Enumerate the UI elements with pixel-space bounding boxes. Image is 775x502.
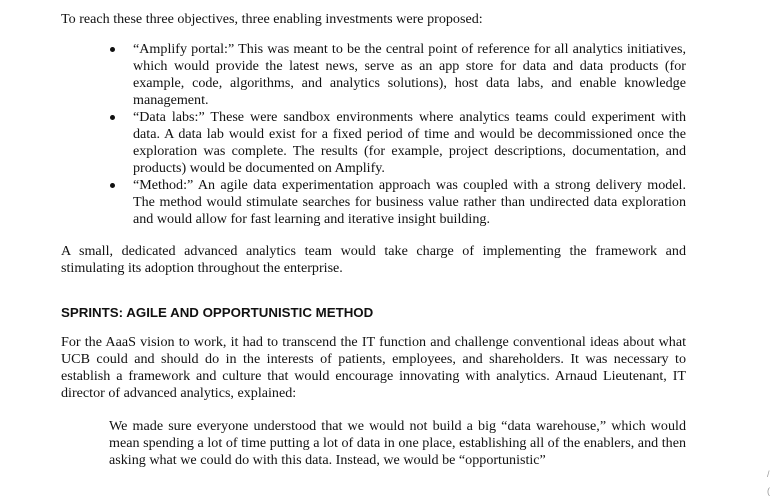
summary-paragraph: A small, dedicated advanced analytics team would take charge of implementing the framework and stimulating its adoption throughout the enterprise.	[61, 243, 686, 276]
bullet-dot-icon	[110, 115, 115, 120]
bullet-dot-icon	[110, 47, 115, 52]
bullet-text: “Method:” An agile data experimentation approach was coupled with a strong delivery model. The method would stimulate searches for business value rather than undirected data exploration and would allow for fast learning and iterative insight building.	[133, 177, 686, 227]
bullet-item-method	[110, 177, 686, 228]
bullet-item-data-labs	[110, 109, 686, 177]
intro-paragraph: To reach these three objectives, three enabling investments were proposed:	[61, 11, 483, 27]
section-heading: SPRINTS: AGILE AND OPPORTUNISTIC METHOD	[61, 305, 374, 320]
investment-bullet-list	[110, 41, 686, 228]
edge-mark: /	[767, 469, 770, 479]
bullet-item-amplify-portal	[110, 41, 686, 109]
bullet-text: “Amplify portal:” This was meant to be the central point of reference for all analytics initiatives, which would provide the latest news, serve as an app store for data and data products (for example, code, algorithms, and analytics solutions), host data labs, and enable knowledge management.	[133, 41, 686, 108]
bullet-dot-icon	[110, 183, 115, 188]
edge-mark: (	[767, 486, 770, 496]
bullet-text: “Data labs:” These were sandbox environments where analytics teams could experiment with data. A data lab would exist for a fixed period of time and would be decommissioned once the exploration was complete. The results (for example, project descriptions, documentation, and products) would be documented on Amplify.	[133, 109, 686, 176]
sprints-paragraph: For the AaaS vision to work, it had to transcend the IT function and challenge conventional ideas about what UCB could and should do in the interests of patients, employees, and shareholders. It was necessary to establish a framework and culture that would encourage innovating with analytics. Arnaud Lieutenant, IT director of advanced analytics, explained:	[61, 334, 686, 401]
block-quote: We made sure everyone understood that we would not build a big “data warehouse,” which would mean spending a lot of time putting a lot of data in one place, establishing all of the enablers, and then asking what we could do with this data. Instead, we would be “opportunistic”	[109, 418, 686, 468]
